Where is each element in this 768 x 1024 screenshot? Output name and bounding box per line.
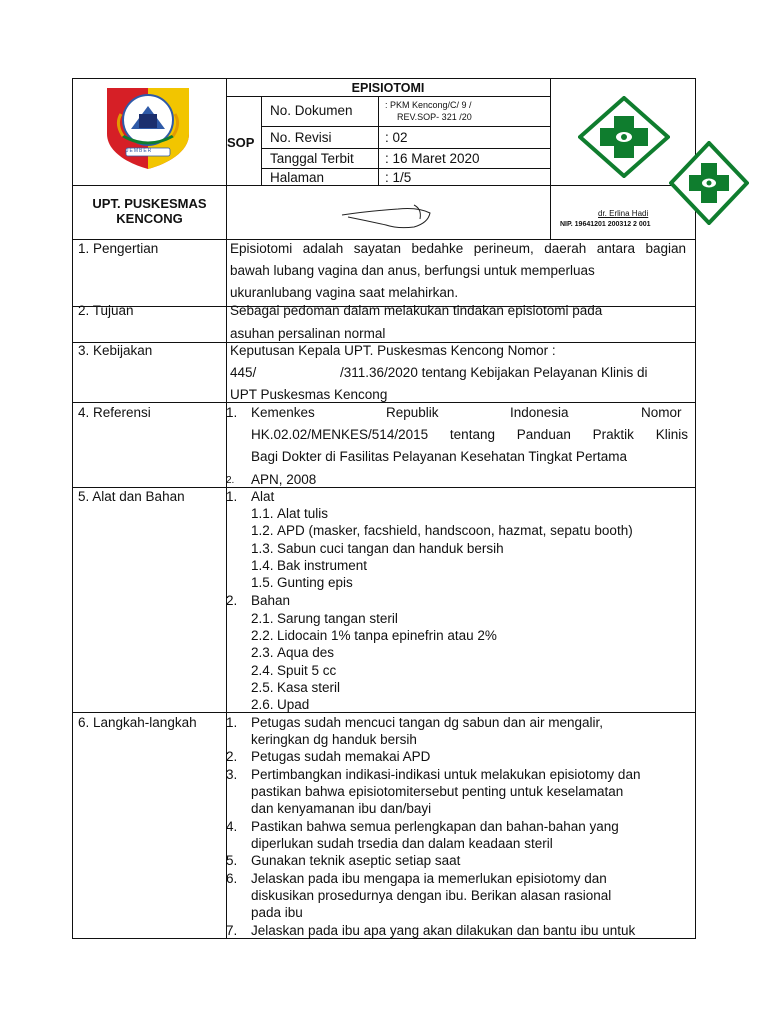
referensi-word: Republik	[386, 405, 439, 420]
alat-item-number: 1.1.	[251, 506, 274, 521]
alat-heading: Alat	[251, 489, 275, 504]
kebijakan-line: UPT Puskesmas Kencong	[230, 387, 388, 402]
section-label-alat-bahan: 5. Alat dan Bahan	[78, 489, 185, 504]
field-value-tanggal-terbit: : 16 Maret 2020	[385, 151, 480, 166]
step-number: 1.	[226, 715, 238, 730]
kebijakan-line: Keputusan Kepala UPT. Puskesmas Kencong Nomor :	[230, 343, 556, 358]
field-value-no-dokumen-rev: REV.SOP- 321 /20	[397, 112, 472, 122]
alat-item: Sabun cuci tangan dan handuk bersih	[277, 541, 504, 556]
step-number: 5.	[226, 853, 238, 868]
alat-item-number: 1.3.	[251, 541, 274, 556]
bahan-item-number: 2.2.	[251, 628, 274, 643]
alat-item: Alat tulis	[277, 506, 329, 521]
bahan-item: Spuit 5 cc	[277, 663, 337, 678]
field-row-line	[261, 126, 550, 127]
document-title: EPISIOTOMI	[351, 81, 425, 95]
step-number: 4.	[226, 819, 238, 834]
step-line: Petugas sudah memakai APD	[251, 749, 431, 764]
section-label-kebijakan: 3. Kebijakan	[78, 343, 153, 358]
alat-item-number: 1.4.	[251, 558, 274, 573]
field-row-line	[261, 148, 550, 149]
bahan-number: 2.	[226, 593, 238, 608]
header-divider	[73, 185, 695, 186]
step-line: Gunakan teknik aseptic setiap saat	[251, 853, 461, 868]
bahan-item-number: 2.3.	[251, 645, 274, 660]
step-line: Jelaskan pada ibu apa yang akan dilakukan dan bantu ibu untuk	[251, 923, 636, 938]
step-number: 3.	[226, 767, 238, 782]
alat-item: Gunting epis	[277, 575, 353, 590]
step-line: keringkan dg handuk bersih	[251, 732, 417, 747]
step-line: Petugas sudah mencuci tangan dg sabun dan air mengalir,	[251, 715, 603, 730]
alat-item-number: 1.5.	[251, 575, 274, 590]
puskesmas-logo	[578, 96, 670, 178]
bahan-item: Sarung tangan steril	[277, 611, 398, 626]
org-name-line1: UPT. PUSKESMAS	[92, 196, 207, 211]
step-line: Pertimbangkan indikasi-indikasi untuk melakukan episiotomy dan	[251, 767, 641, 782]
referensi-word: Nomor	[641, 405, 682, 420]
alat-item-number: 1.2.	[251, 523, 274, 538]
section-label-pengertian: 1. Pengertian	[78, 241, 159, 256]
field-value-halaman: : 1/5	[385, 170, 412, 185]
field-label-tanggal-terbit: Tanggal Terbit	[270, 151, 354, 166]
step-line: Jelaskan pada ibu mengapa ia memerlukan episiotomy dan	[251, 871, 607, 886]
pengertian-line: bawah lubang vagina dan anus, berfungsi untuk memperluas	[230, 263, 595, 278]
field-value-divider	[378, 96, 379, 185]
bahan-item: Aqua des	[277, 645, 335, 660]
signer-name: dr. Erlina Hadi	[598, 209, 649, 218]
field-value-no-revisi: : 02	[385, 130, 408, 145]
referensi-line: APN, 2008	[251, 472, 317, 487]
field-value-no-dokumen: : PKM Kencong/C/ 9 /	[385, 100, 472, 110]
step-line: dan kenyamanan ibu dan/bayi	[251, 801, 432, 816]
bahan-item-number: 2.1.	[251, 611, 274, 626]
referensi-word: Kemenkes	[251, 405, 315, 420]
step-line: diskusikan prosedurnya dengan ibu. Berikan alasan rasional	[251, 888, 612, 903]
kebijakan-line: /311.36/2020 tentang Kebijakan Pelayanan Klinis di	[340, 365, 648, 380]
signature-mark	[338, 199, 438, 235]
pengertian-line: Episiotomi adalah sayatan bedahke perineum, daerah antara bagian	[230, 241, 686, 256]
alat-item: APD (masker, facshield, handscoon, hazmat, sepatu booth)	[277, 523, 633, 538]
step-number: 6.	[226, 871, 238, 886]
referensi-word: Indonesia	[510, 405, 569, 420]
tujuan-line: Sebagai pedoman dalam melakukan tindakan episiotomi pada	[230, 303, 603, 318]
bahan-heading: Bahan	[251, 593, 291, 608]
alat-number: 1.	[226, 489, 238, 504]
logo-column-divider	[550, 79, 551, 239]
referensi-number: 1.	[226, 405, 238, 420]
bahan-item: Kasa steril	[277, 680, 341, 695]
section-label-referensi: 4. Referensi	[78, 405, 151, 420]
bahan-item: Lidocain 1% tanpa epinefrin atau 2%	[277, 628, 497, 643]
section-label-tujuan: 2. Tujuan	[78, 303, 134, 318]
bahan-item-number: 2.6.	[251, 697, 274, 712]
emblem-banner-text: JEMBER	[126, 148, 153, 154]
tujuan-line: asuhan persalinan normal	[230, 326, 386, 341]
org-name-line2: KENCONG	[116, 211, 183, 226]
referensi-line: Bagi Dokter di Fasilitas Pelayanan Kesehatan Tingkat Pertama	[251, 449, 627, 464]
signer-nip: NIP. 19641201 200312 2 001	[560, 221, 651, 228]
bahan-item: Upad	[277, 697, 310, 712]
referensi-line: HK.02.02/MENKES/514/2015 tentang Panduan Praktik Klinis	[251, 427, 688, 442]
bahan-item-number: 2.4.	[251, 663, 274, 678]
step-line: Pastikan bahwa semua perlengkapan dan bahan-bahan yang	[251, 819, 619, 834]
step-line: pastikan bahwa episiotomitersebut penting untuk keselamatan	[251, 784, 624, 799]
referensi-number: 2.	[226, 475, 235, 486]
alat-item: Bak instrument	[277, 558, 368, 573]
step-number: 2.	[226, 749, 238, 764]
bahan-item-number: 2.5.	[251, 680, 274, 695]
section-label-langkah: 6. Langkah-langkah	[78, 715, 197, 730]
field-label-no-dokumen: No. Dokumen	[270, 103, 353, 118]
field-label-halaman: Halaman	[270, 170, 325, 185]
step-line: pada ibu	[251, 905, 303, 920]
row-divider	[73, 712, 695, 713]
sop-document	[72, 78, 696, 939]
jember-emblem-logo	[101, 84, 195, 170]
step-line: diperlukan sudah trsedia dan dalam keadaan steril	[251, 836, 553, 851]
kebijakan-number-prefix: 445/	[230, 365, 257, 380]
sop-divider	[261, 96, 262, 185]
field-label-no-revisi: No. Revisi	[270, 130, 332, 145]
pengertian-line: ukuranlubang vagina saat melahirkan.	[230, 285, 459, 300]
puskesmas-logo-secondary	[669, 141, 749, 225]
label-column-divider	[226, 79, 227, 938]
sop-label: SOP	[227, 135, 255, 150]
step-number: 7.	[226, 923, 238, 938]
